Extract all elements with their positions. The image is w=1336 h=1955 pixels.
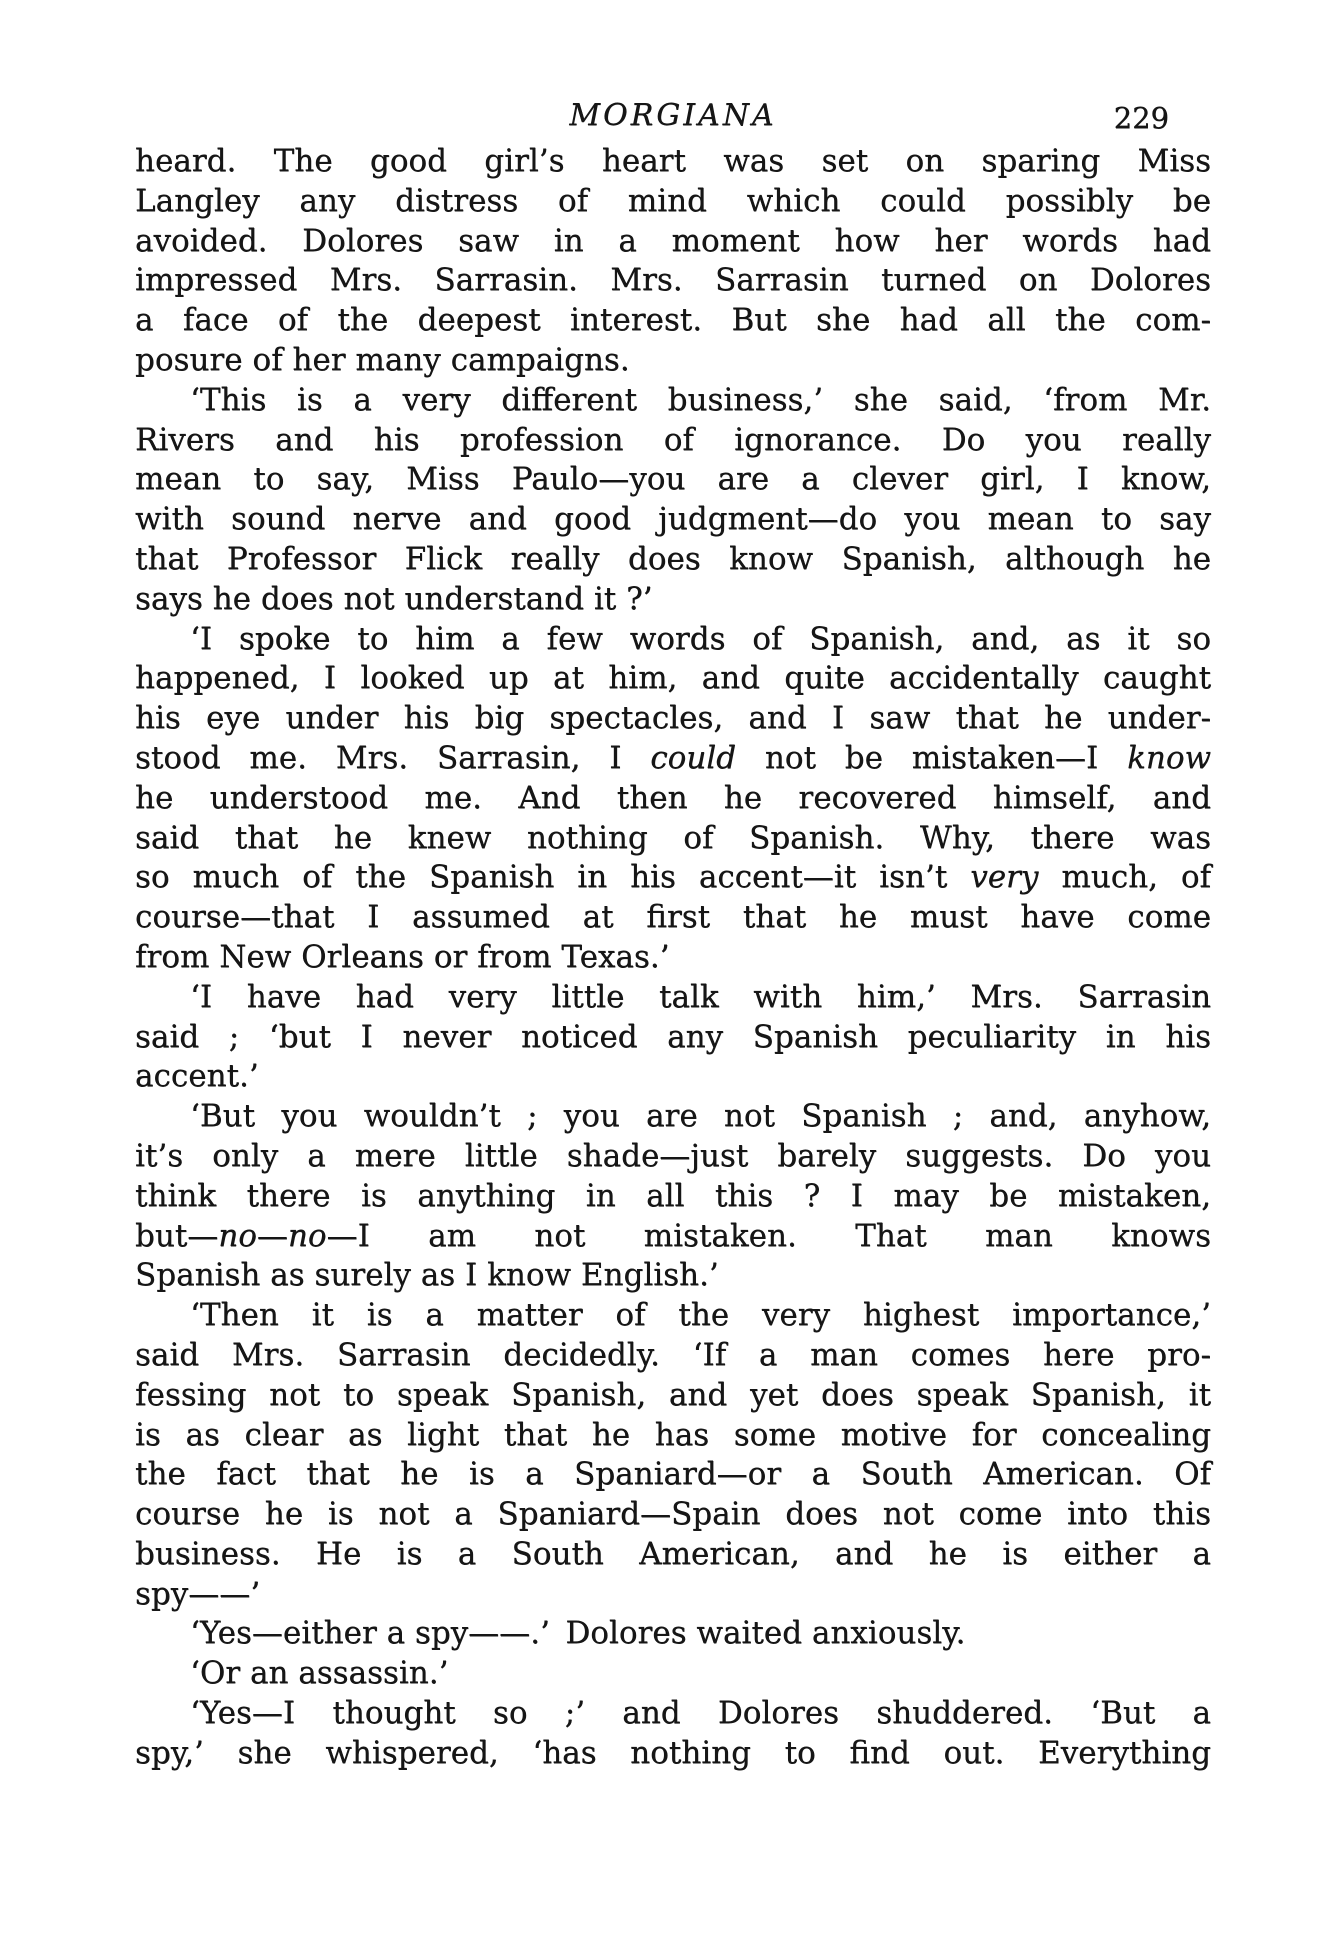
text-line: Langley any distress of mind which could possibly be	[135, 182, 1211, 219]
text-line: fessing not to speak Spanish, and yet does speak Spanish, it	[135, 1376, 1211, 1413]
text-line: heard. The good girl’s heart was set on sparing Miss	[135, 143, 1211, 179]
text-line: said that he knew nothing of Spanish. Why, there was	[135, 819, 1211, 856]
text-line: mean to say, Miss Paulo—you are a clever girl, I know,	[135, 461, 1211, 498]
text-line: but—no—no—I am not mistaken. That man knows	[135, 1217, 1211, 1254]
text-line: so much of the Spanish in his accent—it isn’t very much, of	[135, 859, 1211, 896]
text-line: a face of the deepest interest. But she had all the com-	[135, 302, 1211, 339]
text-line: ‘Yes—either a spy——.’ Dolores waited anxiously.	[190, 1615, 966, 1652]
text-line: said Mrs. Sarrasin decidedly. ‘If a man comes here pro-	[135, 1336, 1211, 1373]
text-line: Rivers and his profession of ignorance. Do you really	[135, 421, 1211, 458]
text-line: he understood me. And then he recovered himself, and	[135, 779, 1211, 816]
text-line: ‘But you wouldn’t ; you are not Spanish ; and, anyhow,	[190, 1098, 1211, 1135]
page-body	[135, 142, 1211, 1774]
page-header	[135, 96, 1211, 142]
text-line: spy,’ she whispered, ‘has nothing to find out. Everything	[135, 1734, 1211, 1771]
text-line: Spanish as surely as I know English.’	[135, 1257, 719, 1294]
text-line: spy——’	[135, 1575, 261, 1612]
text-line: with sound nerve and good judgment—do you mean to say	[135, 501, 1211, 538]
text-line: happened, I looked up at him, and quite accidentally caught	[135, 660, 1211, 697]
text-line: is as clear as light that he has some motive for concealing	[135, 1416, 1211, 1453]
text-line: the fact that he is a Spaniard—or a South American. Of	[135, 1456, 1211, 1493]
text-line: avoided. Dolores saw in a moment how her words had	[135, 222, 1211, 259]
text-line: ‘This is a very different business,’ she said, ‘from Mr.	[190, 381, 1211, 418]
text-line: his eye under his big spectacles, and I saw that he under-	[135, 700, 1211, 737]
text-line: ‘Then it is a matter of the very highest importance,’	[190, 1297, 1211, 1334]
text-line: that Professor Flick really does know Spanish, although he	[135, 540, 1211, 577]
text-line: business. He is a South American, and he is either a	[135, 1535, 1211, 1572]
text-line: from New Orleans or from Texas.’	[135, 938, 670, 975]
text-line: accent.’	[135, 1058, 259, 1095]
page-number: 229	[1113, 101, 1169, 135]
text-line: ‘I have had very little talk with him,’ Mrs. Sarrasin	[190, 978, 1211, 1015]
running-title: MORGIANA	[569, 98, 777, 133]
text-line: course—that I assumed at first that he must have come	[135, 899, 1211, 936]
text-line: stood me. Mrs. Sarrasin, I could not be mistaken—I know	[135, 739, 1212, 776]
text-line: course he is not a Spaniard—Spain does not come into this	[135, 1496, 1211, 1533]
text-line: ‘Or an assassin.’	[190, 1655, 449, 1692]
text-line: posure of her many campaigns.	[135, 341, 630, 378]
text-line: think there is anything in all this ? I may be mistaken,	[135, 1177, 1211, 1214]
text-line: it’s only a mere little shade—just barely suggests. Do you	[135, 1137, 1211, 1174]
text-line: says he does not understand it ?’	[135, 580, 653, 617]
text-line: ‘Yes—I thought so ;’ and Dolores shuddered. ‘But a	[190, 1695, 1211, 1732]
text-line: impressed Mrs. Sarrasin. Mrs. Sarrasin turned on Dolores	[135, 262, 1211, 299]
text-line: said ; ‘but I never noticed any Spanish peculiarity in his	[135, 1018, 1211, 1055]
text-line: ‘I spoke to him a few words of Spanish, and, as it so	[190, 620, 1211, 657]
